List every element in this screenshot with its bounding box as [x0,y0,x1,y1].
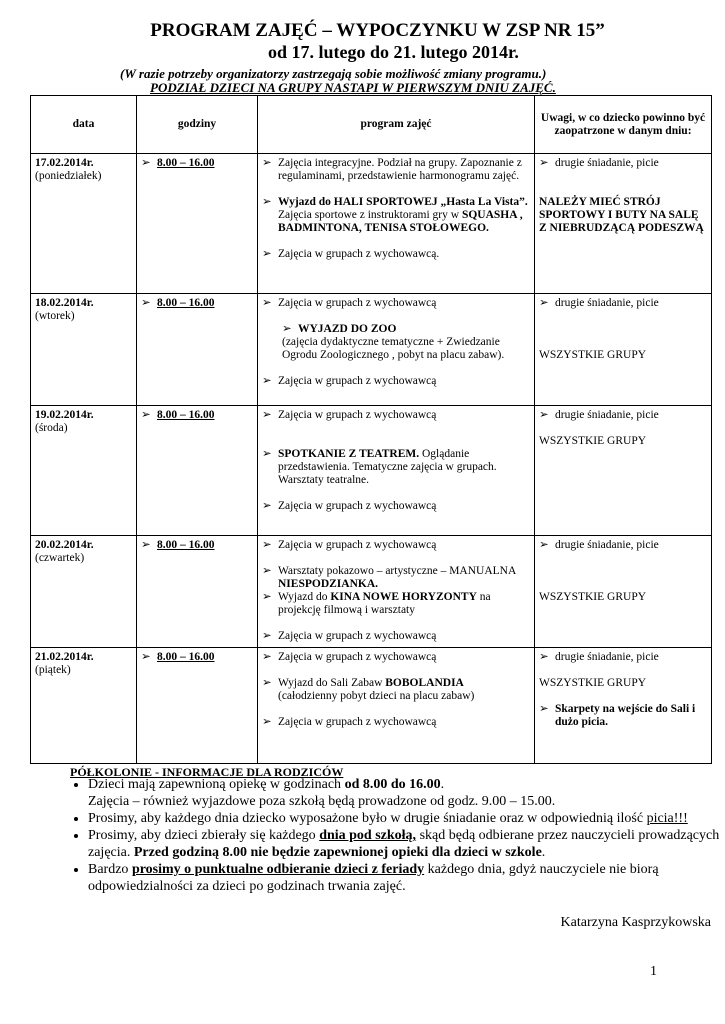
note: drugie śniadanie, picie [555,409,659,421]
activity: Wyjazd do HALI SPORTOWEJ „Hasta La Vista”. Zajęcia sportowe z instruktorami gry w SQUASHA , BADMINTONA, TENISA STOŁOWEGO. [278,196,528,234]
arrow-bullet-icon: ➢ [262,591,272,603]
page-title: PROGRAM ZAJĘĆ – WYPOCZYNKU W ZSP NR 15” [150,20,605,41]
hours-cell [137,294,258,406]
notes-cell [535,536,712,648]
hours-cell [137,154,258,294]
note: WSZYSTKIE GRUPY [539,435,647,447]
note: drugie śniadanie, picie [555,539,659,551]
hours-cell [137,648,258,764]
activity: Wyjazd do KINA NOWE HORYZONTY na projekcję filmową i warsztaty [278,591,491,616]
program-cell [258,406,535,536]
column-header-date: data [31,96,137,154]
note: drugie śniadanie, picie [555,157,659,169]
activity: Wyjazd do Sali Zabaw BOBOLANDIA (całodzienny pobyt dzieci na placu zabaw) [278,677,475,702]
program-cell [258,536,535,648]
date: 21.02.2014r. [35,651,94,663]
info-list [68,776,725,895]
date: 17.02.2014r. [35,157,94,169]
list-item: • Bardzo prosimy o punktualne odbieranie dzieci z feriady każdego dnia, gdyż nauczyciele nie biorą odpowiedzialności za dzieci po godzinach trwania zajęć. [88,861,725,895]
program-cell [258,154,535,294]
schedule-table [30,95,712,764]
date: 19.02.2014r. [35,409,94,421]
table-row [31,648,712,764]
notes-cell [535,406,712,536]
column-header-program: program zajęć [258,96,535,154]
arrow-bullet-icon: ➢ [262,297,272,309]
arrow-bullet-icon: ➢ [539,157,549,169]
signature: Katarzyna Kasprzykowska [560,915,711,930]
activity: Zajęcia w grupach z wychowawcą [278,297,437,309]
arrow-bullet-icon: ➢ [539,703,549,715]
note: drugie śniadanie, picie [555,297,659,309]
arrow-bullet-icon: ➢ [141,409,151,421]
arrow-bullet-icon: ➢ [262,196,272,208]
date-cell [31,154,137,294]
arrow-bullet-icon: ➢ [262,248,272,260]
arrow-bullet-icon: ➢ [262,157,272,169]
arrow-bullet-icon: ➢ [262,375,272,387]
notes-cell [535,154,712,294]
arrow-bullet-icon: ➢ [141,297,151,309]
activity-details: (zajęcia dydaktyczne tematyczne + Zwiedzanie Ogrodu Zoologicznego , pobyt na placu zabaw). [282,336,505,361]
weekday: (poniedziałek) [35,170,102,182]
arrow-bullet-icon: ➢ [539,409,549,421]
activity: Zajęcia w grupach z wychowawcą [278,500,437,512]
hours: 8.00 – 16.00 [157,157,215,169]
column-header-hours: godziny [137,96,258,154]
activity: SPOTKANIE Z TEATREM. Oglądanie przedstawienia. Tematyczne zajęcia w grupach. Warsztaty teatralne. [278,448,497,486]
arrow-bullet-icon: ➢ [262,716,272,728]
notes-cell [535,294,712,406]
hours: 8.00 – 16.00 [157,651,215,663]
arrow-bullet-icon: ➢ [262,448,272,460]
date: 20.02.2014r. [35,539,94,551]
list-item: • Prosimy, aby każdego dnia dziecko wyposażone było w drugie śniadanie oraz w odpowiednią ilość picia!!! [88,810,725,827]
arrow-bullet-icon: ➢ [539,297,549,309]
date-cell [31,294,137,406]
arrow-bullet-icon: ➢ [141,651,151,663]
arrow-bullet-icon: ➢ [539,539,549,551]
table-row [31,294,712,406]
note: NALEŻY MIEĆ STRÓJ SPORTOWY I BUTY NA SALĘ Z NIEBRUDZĄCĄ PODESZWĄ [539,196,704,234]
date-cell [31,648,137,764]
hours: 8.00 – 16.00 [157,409,215,421]
date-cell [31,406,137,536]
notes-cell [535,648,712,764]
hours: 8.00 – 16.00 [157,297,215,309]
groups-note: PODZIAŁ DZIECI NA GRUPY NASTAPI W PIERWSZYM DNIU ZAJĘĆ. [150,80,556,95]
arrow-bullet-icon: ➢ [262,651,272,663]
arrow-bullet-icon: ➢ [262,500,272,512]
note: WSZYSTKIE GRUPY [539,349,647,361]
table-row [31,536,712,648]
program-cell [258,294,535,406]
arrow-bullet-icon: ➢ [262,677,272,689]
note: WSZYSTKIE GRUPY [539,677,647,689]
note: WSZYSTKIE GRUPY [539,591,647,603]
activity: Zajęcia w grupach z wychowawcą [278,651,437,663]
hours: 8.00 – 16.00 [157,539,215,551]
info-heading: PÓŁKOLONIE - INFORMACJE DLA RODZICÓW [70,765,344,779]
page-subtitle: od 17. lutego do 21. lutego 2014r. [268,42,519,62]
activity: Zajęcia integracyjne. Podział na grupy. Zapoznanie z regulaminami, przedstawienie harmonogramu zajęć. [278,157,522,182]
table-row [31,406,712,536]
activity: Zajęcia w grupach z wychowawcą [278,630,437,642]
activity: Warsztaty pokazowo – artystyczne – MANUALNA NIESPODZIANKA. [278,565,516,590]
page-number: 1 [650,964,657,979]
note: drugie śniadanie, picie [555,651,659,663]
arrow-bullet-icon: ➢ [282,323,292,335]
arrow-bullet-icon: ➢ [262,539,272,551]
table-header-row [31,96,712,154]
weekday: (wtorek) [35,310,75,322]
activity: Zajęcia w grupach z wychowawcą [278,409,437,421]
weekday: (środa) [35,422,68,434]
weekday: (czwartek) [35,552,85,564]
weekday: (piątek) [35,664,71,676]
list-item: • Prosimy, aby dzieci zbierały się każdego dnia pod szkołą, skąd będą odbierane przez nauczycieli prowadzących zajęcia. Przed godziną 8.00 nie będzie zapewnionej opieki dla dzieci w szkole. [88,827,725,861]
arrow-bullet-icon: ➢ [262,565,272,577]
arrow-bullet-icon: ➢ [141,157,151,169]
column-header-notes: Uwagi, w co dziecko powinno być zaopatrzone w danym dniu: [535,96,712,154]
activity: Zajęcia w grupach z wychowawcą [278,375,437,387]
program-change-note: (W razie potrzeby organizatorzy zastrzegają sobie możliwość zmiany programu.) [120,66,547,81]
hours-cell [137,406,258,536]
activity: Zajęcia w grupach z wychowawcą [278,716,437,728]
activity: WYJAZD DO ZOO [298,323,397,335]
activity: Zajęcia w grupach z wychowawcą. [278,248,440,260]
list-item: • Dzieci mają zapewnioną opiekę w godzinach od 8.00 do 16.00. Zajęcia – również wyjazdowe poza szkołą będą prowadzone od godz. 9.00 – 15.00. [88,776,725,810]
date: 18.02.2014r. [35,297,94,309]
arrow-bullet-icon: ➢ [262,630,272,642]
note: Skarpety na wejście do Sali i dużo picia. [555,703,696,728]
activity: Zajęcia w grupach z wychowawcą [278,539,437,551]
table-row [31,154,712,294]
arrow-bullet-icon: ➢ [262,409,272,421]
arrow-bullet-icon: ➢ [141,539,151,551]
arrow-bullet-icon: ➢ [539,651,549,663]
date-cell [31,536,137,648]
hours-cell [137,536,258,648]
program-cell [258,648,535,764]
